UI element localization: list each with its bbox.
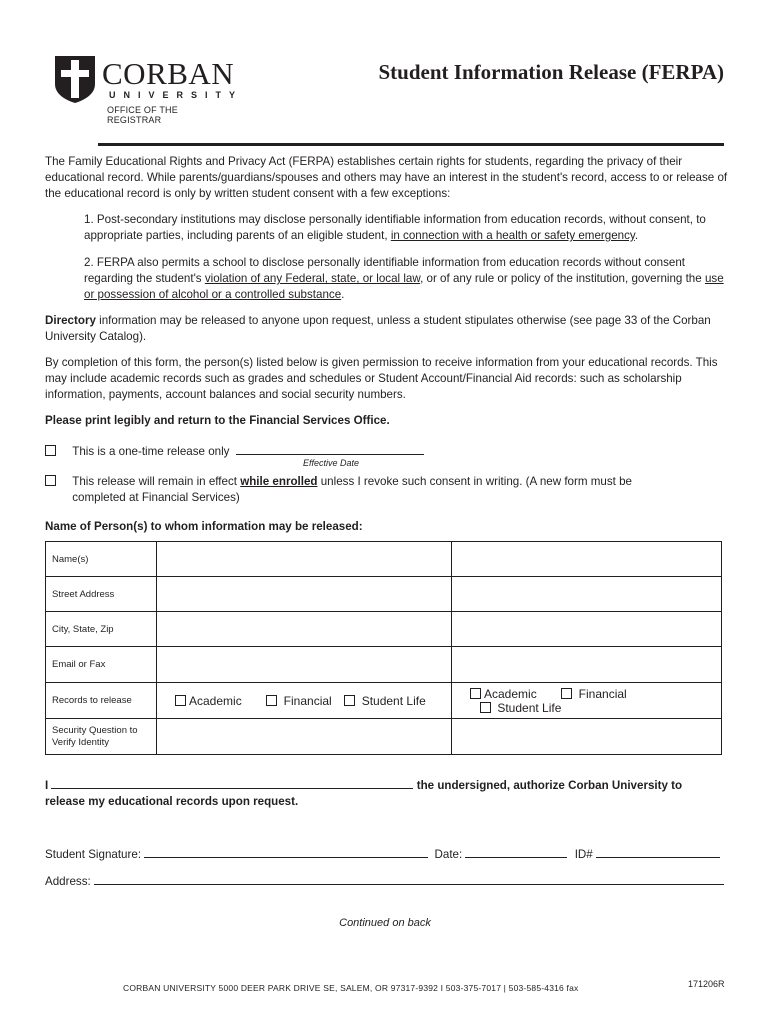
effective-date-label: Effective Date (303, 458, 360, 468)
academic-label: Academic (189, 693, 242, 708)
option-remain (45, 474, 725, 506)
remain-text-a: This release will remain in effect (72, 475, 241, 488)
id-label: ID# (574, 848, 593, 861)
id-line[interactable] (596, 857, 720, 858)
street-field-2[interactable] (452, 577, 722, 612)
one-time-label: This is a one-time release only (72, 445, 230, 458)
date-line[interactable] (465, 857, 567, 858)
row-label-city: City, State, Zip (46, 612, 157, 647)
email-field-1[interactable] (157, 647, 452, 683)
date-label: Date: (434, 848, 463, 861)
student-life-label: Student Life (361, 693, 426, 708)
form-code: 171206R (688, 979, 725, 989)
header-divider (98, 143, 724, 146)
table-row (46, 577, 722, 612)
table-row (46, 542, 722, 577)
exception-1-text: 1. Post-secondary institutions may disclose personally identifiable information from education records, without consent, to appropriate parties, including parents of an eligible student, (84, 213, 706, 242)
persons-heading: Name of Person(s) to whom information may be released: (45, 520, 363, 533)
name-field-1[interactable] (157, 542, 452, 577)
authorization-line (45, 778, 735, 794)
exception-2-text: 2. FERPA also permits a school to disclose personally identifiable information from education records without consent regarding the student's (84, 256, 686, 285)
record-option-academic[interactable] (470, 687, 537, 701)
while-enrolled: while enrolled (240, 475, 318, 488)
student-signature-line[interactable] (144, 857, 428, 858)
exception-2-link-2: use or possession of alcohol or a controlled substance (84, 272, 724, 301)
exception-2-end: . (341, 288, 345, 301)
row-label-email: Email or Fax (46, 647, 157, 683)
table-row (46, 612, 722, 647)
record-option-student-life[interactable] (344, 694, 425, 708)
exception-1-end: . (634, 229, 639, 242)
academic-checkbox[interactable] (470, 688, 481, 699)
continued-note: Continued on back (339, 917, 431, 929)
corban-logo (52, 54, 244, 125)
email-field-2[interactable] (452, 647, 722, 683)
logo-name: CORBAN (102, 56, 235, 91)
permission-paragraph: By completion of this form, the person(s) listed below is given permission to receive information from your educational records. This may include academic records such as grades and schedules or Student Account/Financial Aid records: such as scholarship information, payments, account balances and social security numbers. (45, 356, 718, 401)
directory-text: information may be released to anyone upon request, unless a student stipulates otherwise (see page 33 of the Corban University Catalog). (45, 314, 711, 343)
security-field-2[interactable] (452, 719, 722, 755)
exception-2 (84, 255, 724, 303)
remain-text-b: unless I revoke such consent in writing. (A new form must be completed at Financial Services) (72, 475, 632, 504)
financial-checkbox[interactable] (561, 688, 572, 699)
records-options-1 (157, 683, 452, 719)
authorization-line-2: release my educational records upon request. (45, 795, 299, 808)
address-label: Address: (45, 875, 91, 888)
address-line[interactable] (94, 884, 724, 885)
cross-shield-icon (52, 54, 98, 104)
exception-1-link: in connection with a health or safety emergency (390, 229, 635, 242)
records-options-2 (452, 683, 722, 719)
logo-university: UNIVERSITY (109, 90, 244, 100)
row-label-street: Street Address (46, 577, 157, 612)
student-life-label: Student Life (497, 700, 562, 715)
security-field-1[interactable] (157, 719, 452, 755)
city-field-2[interactable] (452, 612, 722, 647)
authorize-suffix: the undersigned, authorize Corban University to (416, 779, 683, 792)
financial-label: Financial (283, 693, 332, 708)
financial-label: Financial (578, 686, 627, 701)
intro-paragraph: The Family Educational Rights and Privacy Act (FERPA) establishes certain rights for students, regarding the privacy of their educational record. While parents/guardians/spouses and others may have an interest in the student's record, access to or release of the educational record is only by written student consent with a few exceptions: (45, 155, 728, 200)
table-row (46, 647, 722, 683)
office-name: OFFICE OF THE REGISTRAR (107, 105, 178, 125)
remain-text (72, 474, 682, 506)
authorize-name-line[interactable] (51, 788, 413, 789)
exception-1 (84, 212, 734, 244)
record-option-financial[interactable] (266, 694, 331, 708)
name-field-2[interactable] (452, 542, 722, 577)
remain-checkbox[interactable] (45, 475, 56, 486)
exception-2-middle: , or of any rule or policy of the institution, governing the (420, 272, 702, 285)
recipient-table (45, 541, 722, 755)
footer-address: CORBAN UNIVERSITY 5000 DEER PARK DRIVE SE, SALEM, OR 97317-9392 I 503-375-7017 | 503-585-4316 fax (123, 983, 579, 993)
street-field-1[interactable] (157, 577, 452, 612)
student-life-checkbox[interactable] (344, 695, 355, 706)
table-row (46, 683, 722, 719)
one-time-checkbox[interactable] (45, 445, 56, 456)
row-label-records: Records to release (46, 683, 157, 719)
academic-checkbox[interactable] (175, 695, 186, 706)
row-label-names: Name(s) (46, 542, 157, 577)
student-life-checkbox[interactable] (480, 702, 491, 713)
signature-row (45, 847, 735, 863)
option-one-time (45, 444, 735, 460)
city-field-1[interactable] (157, 612, 452, 647)
authorize-prefix: I (45, 779, 49, 792)
row-label-security: Security Question to Verify Identity (46, 719, 157, 755)
effective-date-line[interactable] (236, 454, 424, 455)
academic-label: Academic (484, 686, 537, 701)
record-option-academic[interactable] (175, 694, 242, 708)
instruction: Please print legibly and return to the Financial Services Office. (45, 414, 390, 427)
directory-paragraph (45, 313, 735, 345)
student-signature-label: Student Signature: (45, 848, 142, 861)
address-row (45, 874, 735, 890)
directory-bold: Directory (45, 314, 96, 327)
table-row (46, 719, 722, 755)
record-option-financial[interactable] (561, 687, 626, 701)
document-title: Student Information Release (FERPA) (378, 60, 724, 84)
exception-2-link-1: violation of any Federal, state, or local law (204, 272, 421, 285)
record-option-student-life[interactable] (480, 701, 561, 715)
financial-checkbox[interactable] (266, 695, 277, 706)
